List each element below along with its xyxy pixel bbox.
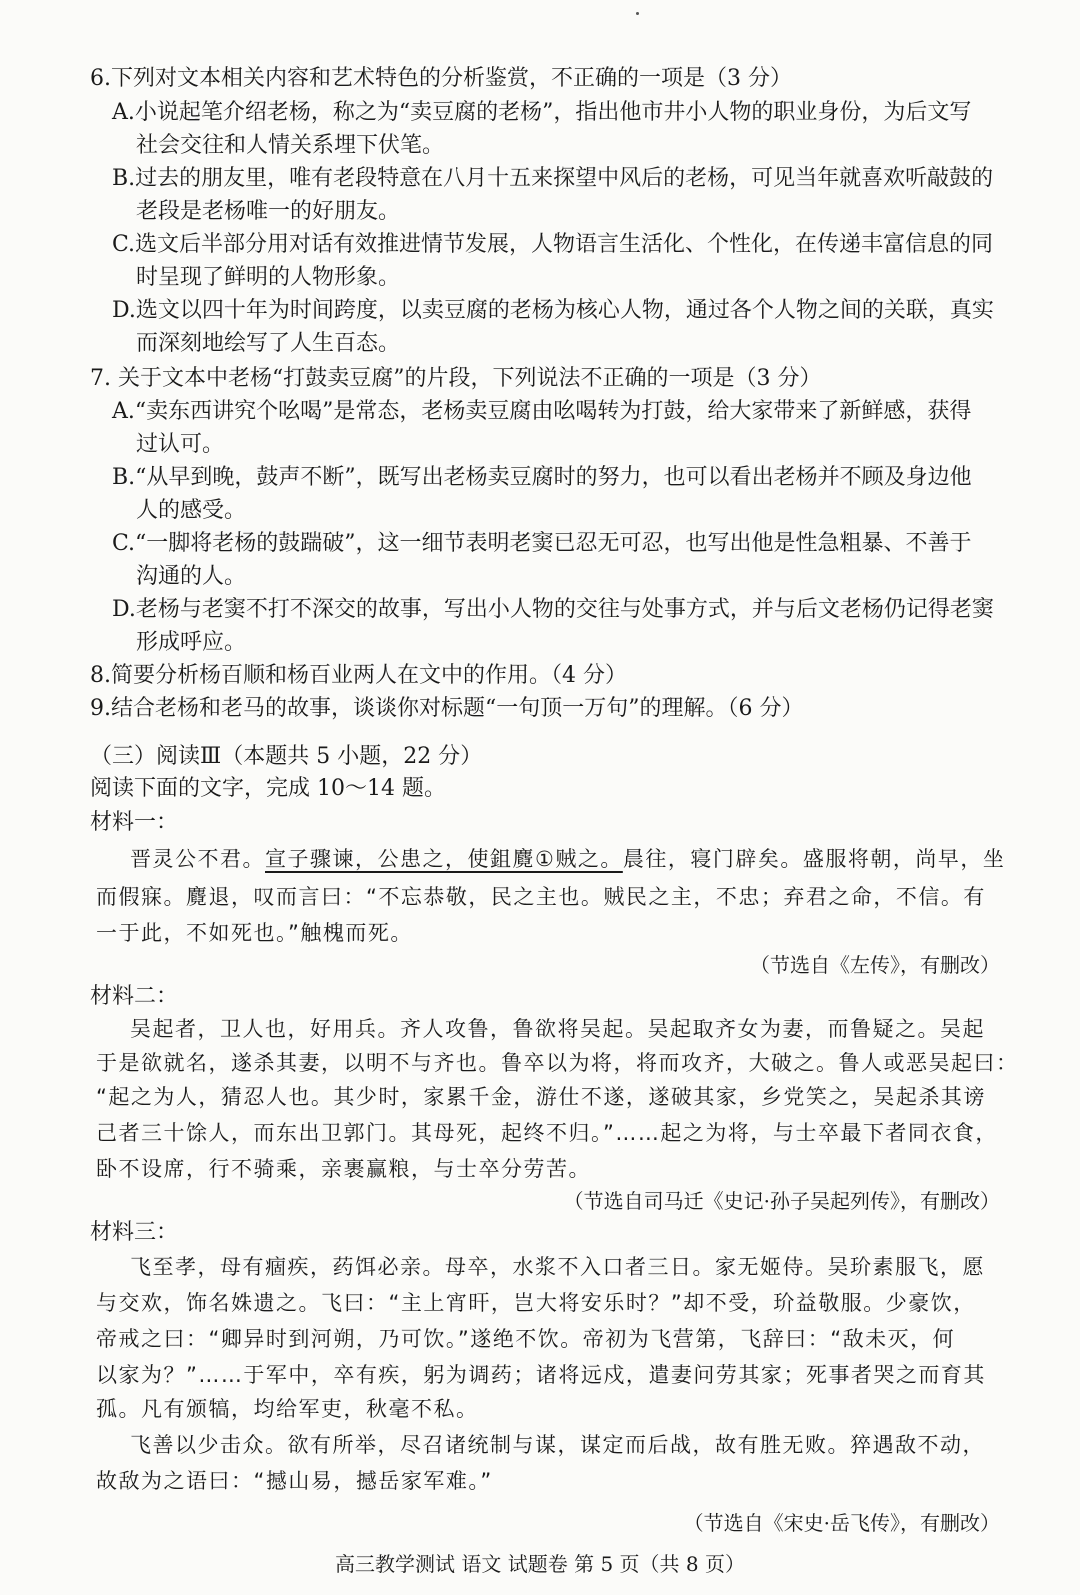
material1-line3: 一于此，不如死也。”触槐而死。: [96, 921, 413, 945]
material1-line1-pre: 晋灵公不君。: [130, 847, 265, 871]
material2-line2: 于是欲就名，遂杀其妻，以明不与齐也。鲁卒以为将，将而攻齐，大破之。鲁人或恶吴起曰：: [96, 1051, 1019, 1075]
q8-stem: 8.简要分析杨百顺和杨百业两人在文中的作用。（4 分）: [90, 663, 627, 688]
material3-line3: 帝戒之曰：“卿异时到河朔，乃可饮。”遂绝不饮。帝初为飞营第，飞辞曰：“敌未灭，何: [96, 1327, 956, 1351]
q7-option-a: A.“卖东西讲究个吆喝”是常态，老杨卖豆腐由吆喝转为打鼓，给大家带来了新鲜感，获得: [112, 399, 972, 424]
q7-option-b-cont: 人的感受。: [136, 498, 247, 523]
q7-option-d: D.老杨与老窦不打不深交的故事，写出小人物的交往与处事方式，并与后文老杨仍记得老窦: [112, 597, 994, 622]
q6-stem: 6.下列对文本相关内容和艺术特色的分析鉴赏，不正确的一项是（3 分）: [90, 66, 792, 91]
q6-option-a: A.小说起笔介绍老杨，称之为“卖豆腐的老杨”，指出他市井小人物的职业身份，为后文写: [112, 100, 972, 125]
material3-source: （节选自《宋史·岳飞传》，有删改）: [683, 1511, 1000, 1535]
material2-source: （节选自司马迁《史记·孙子吴起列传》，有删改）: [563, 1189, 1000, 1213]
material1-line1: [130, 844, 1005, 874]
material3-line6: 飞善以少击众。欲有所举，尽召诸统制与谋，谋定而后战，故有胜无败。猝遇敌不动，: [130, 1433, 985, 1457]
material3-label: 材料三：: [90, 1220, 179, 1245]
section3-heading: （三）阅读Ⅲ（本题共 5 小题，22 分）: [90, 744, 483, 769]
material2-line4: 己者三十馀人，而东出卫郭门。其母死，起终不归。”……起之为将，与士卒最下者同衣食，: [96, 1121, 998, 1145]
q7-option-b: B.“从早到晚，鼓声不断”，既写出老杨卖豆腐时的努力，也可以看出老杨并不顾及身边他: [112, 465, 972, 490]
q6-option-c: C.选文后半部分用对话有效推进情节发展，人物语言生活化、个性化，在传递丰富信息的同: [112, 232, 994, 257]
material1-source: （节选自《左传》，有删改）: [750, 953, 1000, 977]
material2-line3: “起之为人，猜忍人也。其少时，家累千金，游仕不遂，遂破其家，乡党笑之，吴起杀其谤: [96, 1085, 986, 1109]
q6-option-d-cont: 而深刻地绘写了人生百态。: [136, 331, 401, 356]
q6-option-d: D.选文以四十年为时间跨度，以卖豆腐的老杨为核心人物，通过各个人物之间的关联，真实: [112, 298, 994, 323]
q6-option-b: B.过去的朋友里，唯有老段特意在八月十五来探望中风后的老杨，可见当年就喜欢听敲鼓的: [112, 166, 994, 191]
q6-option-c-cont: 时呈现了鲜明的人物形象。: [136, 265, 401, 290]
material2-line1: 吴起者，卫人也，好用兵。齐人攻鲁，鲁欲将吴起。吴起取齐女为妻，而鲁疑之。吴起: [130, 1017, 985, 1041]
section3-instruction: 阅读下面的文字，完成 10～14 题。: [90, 776, 446, 801]
material3-line7: 故敌为之语曰：“撼山易，撼岳家军难。”: [96, 1469, 493, 1493]
material3-line4: 以家为？”……于军中，卒有疾，躬为调药；诸将远戍，遣妻问劳其家；死事者哭之而育其: [96, 1363, 986, 1387]
q7-option-d-cont: 形成呼应。: [136, 630, 247, 655]
q7-option-c-cont: 沟通的人。: [136, 564, 247, 589]
q7-option-a-cont: 过认可。: [136, 432, 225, 457]
q7-stem: 7. 关于文本中老杨“打鼓卖豆腐”的片段，下列说法不正确的一项是（3 分）: [90, 366, 822, 391]
page-footer: 高三教学测试 语文 试题卷 第 5 页（共 8 页）: [335, 1552, 745, 1576]
q7-option-c: C.“一脚将老杨的鼓踹破”，这一细节表明老窦已忍无可忍，也写出他是性急粗暴、不善于: [112, 531, 972, 556]
material1-line2: 而假寐。麑退，叹而言曰：“不忘恭敬，民之主也。贼民之主，不忠；弃君之命，不信。有: [96, 885, 986, 909]
q6-option-a-cont: 社会交往和人情关系埋下伏笔。: [136, 133, 445, 158]
material1-label: 材料一：: [90, 810, 179, 835]
material1-line1-post: 晨往，寝门辟矣。盛服将朝，尚早，坐: [622, 847, 1006, 871]
material1-underlined-sentence: 宣子骤谏，公患之，使鉏麑①贼之。: [265, 847, 623, 871]
scan-speck: [636, 12, 639, 15]
material2-line5: 卧不设席，行不骑乘，亲裹赢粮，与士卒分劳苦。: [96, 1157, 591, 1181]
material3-line2: 与交欢，饰名姝遗之。飞曰：“主上宵旰，岂大将安乐时？”却不受，玠益敬服。少豪饮，: [96, 1291, 976, 1315]
q9-stem: 9.结合老杨和老马的故事，谈谈你对标题“一句顶一万句”的理解。（6 分）: [90, 696, 804, 721]
q6-option-b-cont: 老段是老杨唯一的好朋友。: [136, 199, 401, 224]
material3-line1: 飞至孝，母有痼疾，药饵必亲。母卒，水浆不入口者三日。家无姬侍。吴玠素服飞，愿: [130, 1255, 985, 1279]
material3-line5: 孤。凡有颁犒，均给军吏，秋毫不私。: [96, 1397, 479, 1421]
material2-label: 材料二：: [90, 984, 179, 1009]
